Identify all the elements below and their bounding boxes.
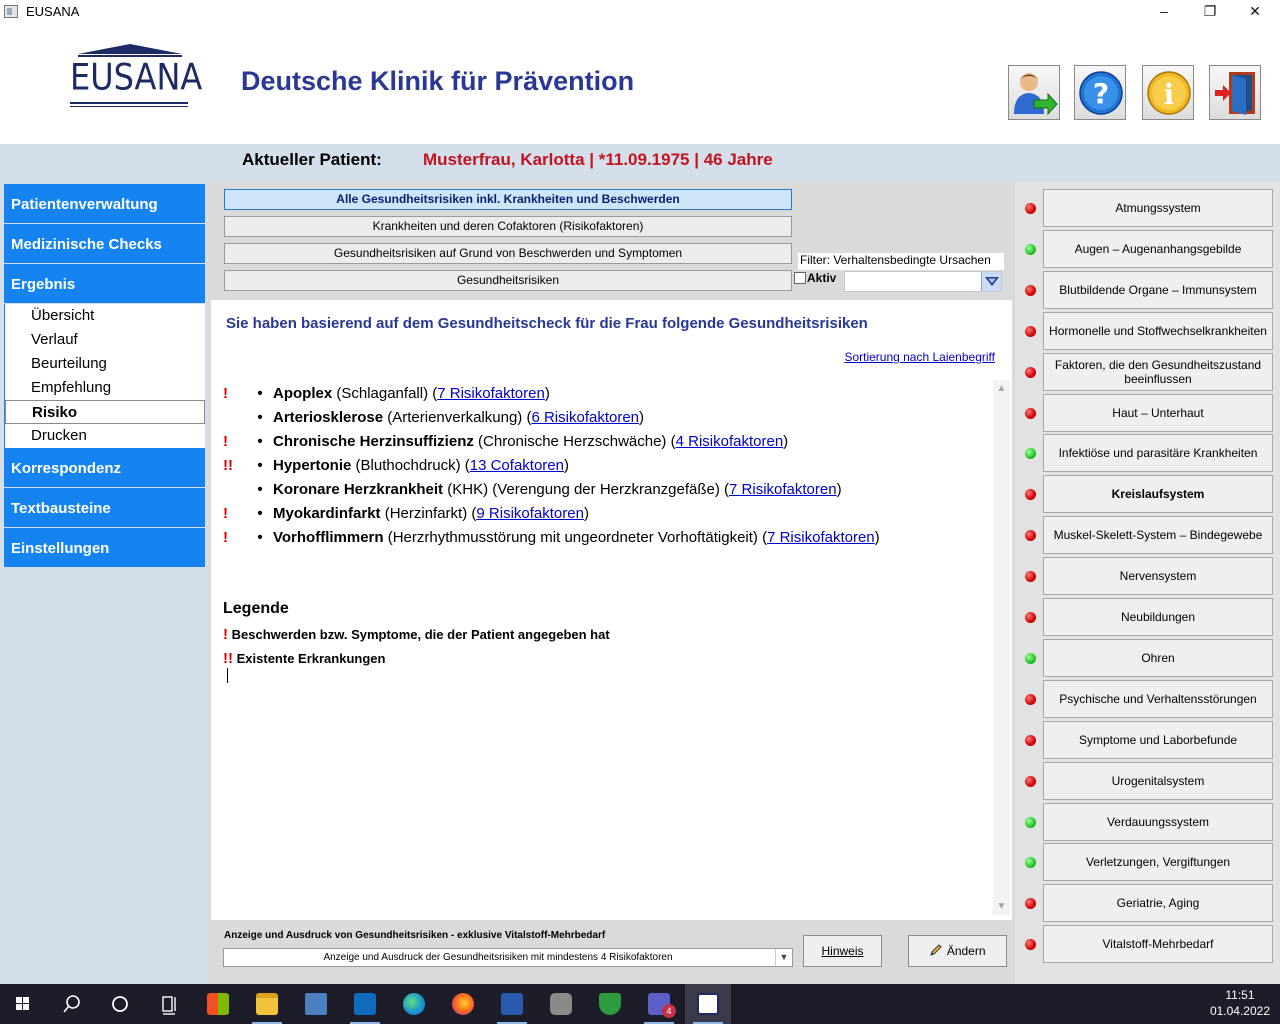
eusana-app[interactable] — [685, 984, 731, 1024]
category-button[interactable]: Blutbildende Organe – Immunsystem — [1043, 271, 1273, 309]
category-row — [1016, 598, 1276, 636]
eusana-logo — [70, 44, 203, 110]
risk-factor-link[interactable]: 9 Risikofaktoren — [476, 505, 584, 522]
category-row — [1016, 639, 1276, 677]
window-titlebar — [0, 0, 1280, 24]
hinweis-label: Hinweis — [821, 944, 864, 958]
risk-name: Vorhofflimmern — [273, 529, 384, 546]
maximize-button[interactable]: ❐ — [1203, 3, 1217, 19]
system-clock[interactable] — [1210, 987, 1270, 1019]
risk-mark: ! — [223, 385, 228, 402]
risk-factor-link[interactable]: 13 Cofaktoren — [469, 457, 564, 474]
category-button[interactable]: Atmungssystem — [1043, 189, 1273, 227]
category-button[interactable]: Augen – Augenanhangsgebilde — [1043, 230, 1273, 268]
aktiv-label: Aktiv — [807, 271, 837, 285]
status-dot-icon — [1025, 612, 1036, 623]
word-icon — [501, 993, 523, 1015]
display-print-combobox[interactable] — [223, 948, 793, 967]
category-button[interactable]: Hormonelle und Stoffwechselkrankheiten — [1043, 312, 1273, 350]
risk-mark: ! — [223, 433, 228, 450]
teams-app[interactable] — [636, 984, 682, 1024]
category-button[interactable]: Psychische und Verhaltensstörungen — [1043, 680, 1273, 718]
clinic-title: Deutsche Klinik für Prävention — [241, 66, 635, 96]
category-button[interactable]: Verletzungen, Vergiftungen — [1043, 843, 1273, 881]
info-icon — [1146, 70, 1192, 116]
store-icon — [207, 993, 229, 1015]
shield-app[interactable] — [587, 984, 633, 1024]
category-row — [1016, 884, 1276, 922]
category-row — [1016, 475, 1276, 513]
category-button[interactable]: Haut – Unterhaut — [1043, 394, 1273, 432]
risk-name: Myokardinfarkt — [273, 505, 381, 522]
clock-date: 01.04.2022 — [1209, 1004, 1270, 1018]
category-button[interactable]: Faktoren, die den Gesundheitszustand beeinflussen — [1043, 353, 1273, 391]
risk-desc: (Chronische Herzschwäche) — [478, 433, 667, 450]
category-button[interactable]: Nervensystem — [1043, 557, 1273, 595]
display-print-value: Anzeige und Ausdruck der Gesundheitsrisiken mit mindestens 4 Risikofaktoren — [323, 952, 673, 963]
nav-ergebnis-submenu — [4, 304, 205, 448]
risk-name: Koronare Herzkrankheit — [273, 481, 444, 498]
category-button[interactable]: Infektiöse und parasitäre Krankheiten — [1043, 434, 1273, 472]
status-dot-icon — [1025, 694, 1036, 705]
category-row — [1016, 516, 1276, 554]
risk-factor-link[interactable]: 4 Risikofaktoren — [675, 433, 784, 450]
status-dot-icon — [1025, 571, 1036, 582]
risk-factor-link[interactable]: 6 Risikofaktoren — [531, 409, 640, 426]
checkbox-box[interactable] — [794, 272, 806, 284]
svg-text:i: i — [1163, 78, 1175, 111]
nav-sub-uebersicht[interactable]: Übersicht — [5, 304, 205, 328]
category-row — [1016, 803, 1276, 841]
filter-combobox[interactable] — [844, 271, 1002, 292]
scroll-down-icon[interactable]: ▼ — [996, 901, 1007, 912]
store-app[interactable] — [195, 984, 241, 1024]
legend-title: Legende — [223, 600, 289, 617]
content-scrollbar[interactable] — [993, 380, 1010, 915]
window-title: EUSANA — [26, 4, 80, 19]
app-window-icon — [4, 5, 18, 18]
category-row — [1016, 189, 1276, 227]
risk-desc: (Schlaganfall) — [336, 385, 429, 402]
cortana-icon — [97, 984, 143, 1024]
camera-icon — [550, 993, 572, 1015]
nav-sub-verlauf[interactable]: Verlauf — [5, 328, 205, 352]
start-icon — [0, 984, 46, 1024]
legend-mark: !! — [223, 650, 233, 667]
shield-app-icon — [599, 993, 621, 1015]
outlook-app[interactable] — [342, 984, 388, 1024]
nav-sub-empfehlung[interactable]: Empfehlung — [5, 376, 205, 400]
category-row — [1016, 762, 1276, 800]
category-row — [1016, 353, 1276, 391]
word-app[interactable] — [489, 984, 535, 1024]
status-dot-icon — [1025, 653, 1036, 664]
aendern-button[interactable] — [908, 935, 1007, 967]
status-dot-icon — [1025, 367, 1036, 378]
risk-heading: Sie haben basierend auf dem Gesundheitscheck für die Frau folgende Gesundheitsrisiken — [226, 315, 868, 332]
close-button[interactable]: ✕ — [1249, 3, 1261, 19]
sort-by-lay-term-link[interactable]: Sortierung nach Laienbegriff — [844, 350, 995, 364]
risk-item: ! • Myokardinfarkt (Herzinfarkt) (9 Risikofaktoren) — [223, 502, 589, 526]
risk-mark: ! — [223, 529, 228, 546]
edge-app[interactable] — [391, 984, 437, 1024]
text-caret — [227, 668, 228, 683]
category-row — [1016, 680, 1276, 718]
minimize-button[interactable]: – — [1160, 3, 1168, 19]
risk-mark: !! — [223, 457, 233, 474]
risk-factor-link[interactable]: 7 Risikofaktoren — [767, 529, 875, 546]
legend-item — [223, 650, 385, 667]
risk-name: Chronische Herzinsuffizienz — [273, 433, 474, 450]
category-row — [1016, 925, 1276, 963]
risk-item: ! • Apoplex (Schlaganfall) (7 Risikofaktoren) — [223, 382, 550, 406]
svg-text:?: ? — [1092, 77, 1110, 110]
risk-mark: ! — [223, 505, 228, 522]
risk-desc: (Bluthochdruck) — [355, 457, 461, 474]
risk-desc: (Herzrhythmusstörung mit ungeordneter Vorhoftätigkeit) — [387, 529, 758, 546]
category-row — [1016, 394, 1276, 432]
task-view-button[interactable] — [146, 984, 192, 1024]
status-dot-icon — [1025, 244, 1036, 255]
status-dot-icon — [1025, 776, 1036, 787]
main-navigation — [4, 184, 205, 568]
windows-taskbar — [0, 984, 1280, 1024]
display-print-label: Anzeige und Ausdruck von Gesundheitsrisiken - exklusive Vitalstoff-Mehrbedarf — [224, 930, 606, 941]
nav-sub-drucken[interactable]: Drucken — [5, 424, 205, 448]
status-dot-icon — [1025, 448, 1036, 459]
filter-alle-gesundheitsrisiken[interactable]: Alle Gesundheitsrisiken inkl. Krankheiten und Beschwerden — [224, 189, 792, 210]
nav-einstellungen[interactable]: Einstellungen — [4, 528, 205, 568]
category-row — [1016, 843, 1276, 881]
scroll-up-icon[interactable]: ▲ — [996, 383, 1007, 394]
legend-item — [223, 626, 610, 643]
nav-ergebnis[interactable]: Ergebnis — [4, 264, 205, 304]
patient-bar — [0, 144, 1280, 182]
network-icon — [305, 993, 327, 1015]
task-view-icon — [146, 984, 192, 1024]
category-button[interactable]: Kreislaufsystem — [1043, 475, 1273, 513]
eusana-icon — [697, 993, 719, 1015]
cortana-button[interactable] — [97, 984, 143, 1024]
risk-content-panel — [211, 300, 1012, 920]
risk-factor-link[interactable]: 7 Risikofaktoren — [729, 481, 837, 498]
risk-item: ! • Chronische Herzinsuffizienz (Chronische Herzschwäche) (4 Risikofaktoren) — [223, 430, 788, 454]
app-header — [0, 24, 1280, 144]
exit-button[interactable] — [1209, 65, 1261, 120]
firefox-app[interactable] — [440, 984, 486, 1024]
risk-name: Hypertonie — [273, 457, 352, 474]
status-dot-icon — [1025, 326, 1036, 337]
filter-krankheiten-cofaktoren[interactable]: Krankheiten und deren Cofaktoren (Risikofaktoren) — [224, 216, 792, 237]
status-dot-icon — [1025, 939, 1036, 950]
teams-badge: 4 — [662, 1004, 676, 1018]
category-row — [1016, 721, 1276, 759]
category-row — [1016, 312, 1276, 350]
status-dot-icon — [1025, 285, 1036, 296]
category-row — [1016, 557, 1276, 595]
nav-korrespondenz[interactable]: Korrespondenz — [4, 448, 205, 488]
nav-sub-beurteilung[interactable]: Beurteilung — [5, 352, 205, 376]
category-button[interactable]: Urogenitalsystem — [1043, 762, 1273, 800]
patient-label: Aktueller Patient: — [242, 150, 382, 169]
category-row — [1016, 271, 1276, 309]
start-button[interactable] — [0, 984, 46, 1024]
risk-item: • Arteriosklerose (Arterienverkalkung) (6 Risikofaktoren) — [257, 409, 645, 426]
dropdown-arrow-icon[interactable] — [981, 272, 1001, 291]
category-button[interactable]: Symptome und Laborbefunde — [1043, 721, 1273, 759]
network-app[interactable] — [293, 984, 339, 1024]
category-button[interactable]: Geriatrie, Aging — [1043, 884, 1273, 922]
category-row — [1016, 434, 1276, 472]
outlook-icon — [354, 993, 376, 1015]
status-dot-icon — [1025, 530, 1036, 541]
logo-text: EUSANA — [70, 55, 203, 99]
risk-item: ! • Vorhofflimmern (Herzrhythmusstörung mit ungeordneter Vorhoftätigkeit) (7 Risikofaktoren) — [223, 526, 880, 550]
risk-factor-link[interactable]: 7 Risikofaktoren — [437, 385, 545, 402]
filter-label: Filter: Verhaltensbedingte Ursachen — [798, 253, 1004, 270]
status-dot-icon — [1025, 408, 1036, 419]
category-button[interactable]: Vitalstoff-Mehrbedarf — [1043, 925, 1273, 963]
nav-medizinische-checks[interactable]: Medizinische Checks — [4, 224, 205, 264]
help-button[interactable] — [1074, 65, 1126, 120]
firefox-icon — [452, 993, 474, 1015]
aktiv-checkbox[interactable] — [794, 271, 836, 285]
status-dot-icon — [1025, 898, 1036, 909]
patient-switch-button[interactable] — [1008, 65, 1060, 120]
risk-desc: (Herzinfarkt) — [384, 505, 468, 522]
status-dot-icon — [1025, 735, 1036, 746]
category-button[interactable]: Ohren — [1043, 639, 1273, 677]
risk-item: !! • Hypertonie (Bluthochdruck) (13 Cofaktoren) — [223, 454, 569, 478]
search-icon — [48, 984, 94, 1024]
status-dot-icon — [1025, 203, 1036, 214]
aendern-label: Ändern — [946, 944, 986, 958]
risk-name: Apoplex — [273, 385, 333, 402]
nav-textbausteine[interactable]: Textbausteine — [4, 488, 205, 528]
legend-text: Beschwerden bzw. Symptome, die der Patient angegeben hat — [231, 627, 610, 642]
exit-door-icon — [1213, 70, 1259, 116]
status-dot-icon — [1025, 857, 1036, 868]
category-row — [1016, 230, 1276, 268]
help-icon — [1078, 70, 1124, 116]
filter-beschwerden-symptome[interactable]: Gesundheitsrisiken auf Grund von Beschwerden und Symptomen — [224, 243, 792, 264]
hinweis-button[interactable] — [803, 935, 882, 967]
search-button[interactable] — [48, 984, 94, 1024]
nav-sub-risiko[interactable]: Risiko — [5, 400, 205, 424]
clock-time: 11:51 — [1225, 988, 1255, 1002]
chevron-down-icon[interactable]: ▼ — [775, 949, 792, 966]
pencil-icon — [929, 943, 943, 957]
category-button[interactable]: Verdauungssystem — [1043, 803, 1273, 841]
camera-app[interactable] — [538, 984, 584, 1024]
category-button[interactable]: Muskel-Skelett-System – Bindegewebe — [1043, 516, 1273, 554]
category-button[interactable]: Neubildungen — [1043, 598, 1273, 636]
legend-text: Existente Erkrankungen — [236, 651, 386, 666]
info-button[interactable] — [1142, 65, 1194, 120]
patient-value: Musterfrau, Karlotta | *11.09.1975 | 46 Jahre — [423, 150, 773, 169]
risk-item: • Koronare Herzkrankheit (KHK) (Verengung der Herzkranzgefäße) (7 Risikofaktoren) — [257, 481, 842, 498]
edge-icon — [403, 993, 425, 1015]
risk-name: Arteriosklerose — [273, 409, 384, 426]
risk-desc: (KHK) (Verengung der Herzkranzgefäße) — [447, 481, 720, 498]
filter-gesundheitsrisiken[interactable]: Gesundheitsrisiken — [224, 270, 792, 291]
nav-patientenverwaltung[interactable]: Patientenverwaltung — [4, 184, 205, 224]
risk-desc: (Arterienverkalkung) — [387, 409, 523, 426]
patient-switch-icon — [1012, 70, 1058, 116]
legend-mark: ! — [223, 626, 228, 643]
explorer-app[interactable] — [244, 984, 290, 1024]
status-dot-icon — [1025, 817, 1036, 828]
status-dot-icon — [1025, 489, 1036, 500]
explorer-icon — [256, 993, 278, 1015]
